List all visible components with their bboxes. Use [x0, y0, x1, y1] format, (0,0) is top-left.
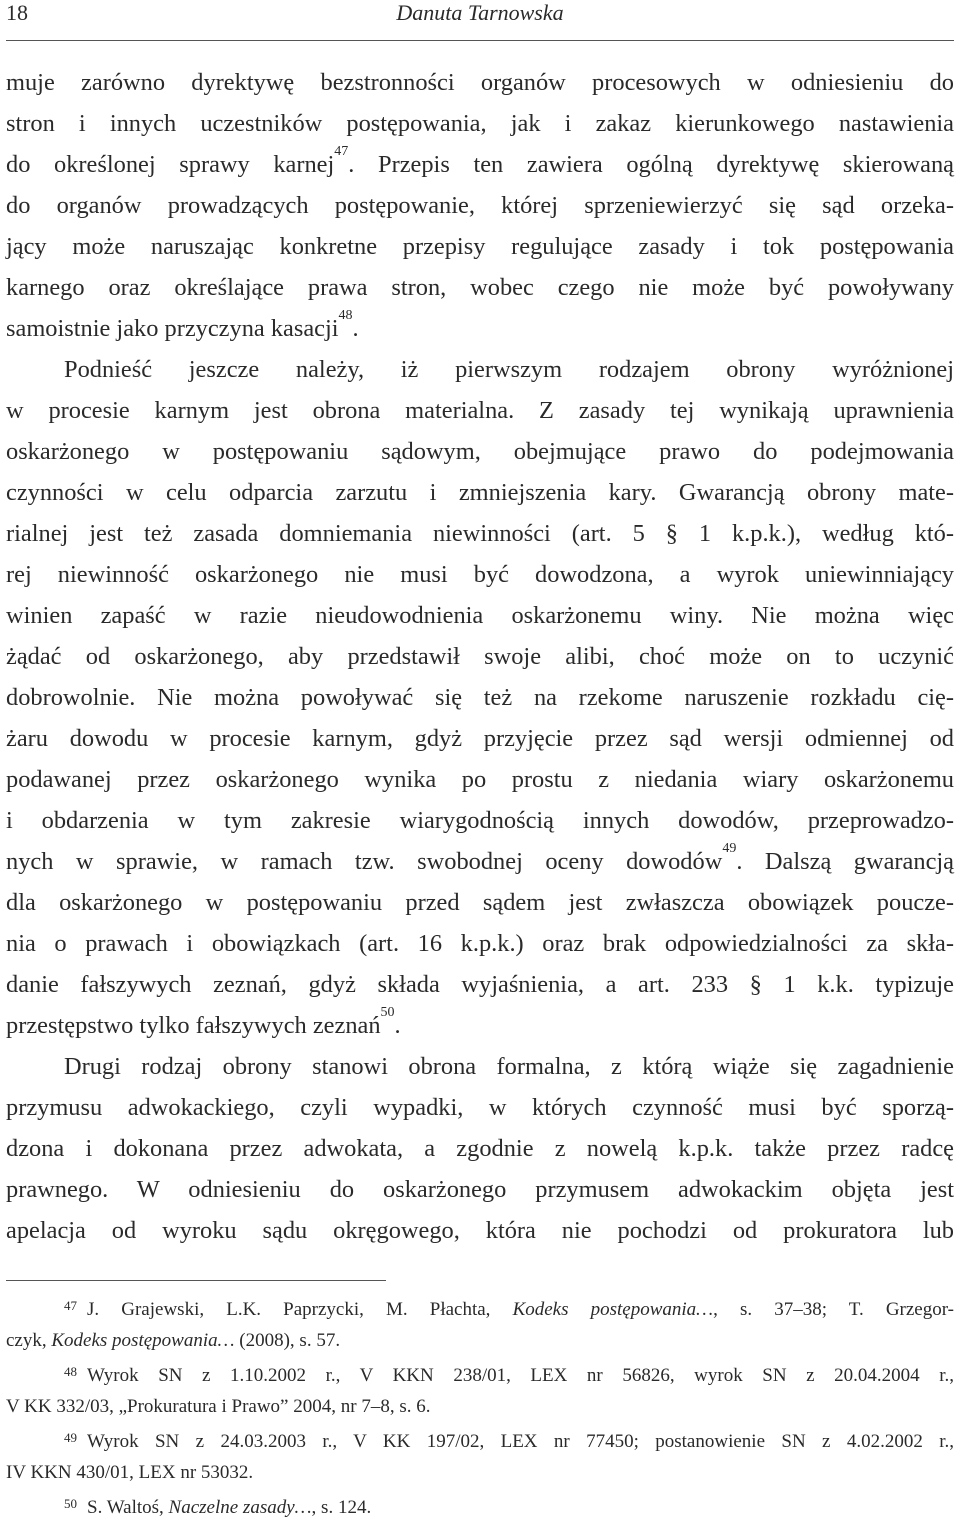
footnote-line: czyk, Kodeks postępowania… (2008), s. 57. — [6, 1330, 341, 1351]
text-line: przestępstwo tylko fałszywych zeznań$^{50}$. — [6, 1005, 401, 1039]
page-header — [6, 0, 954, 44]
text-line: Podnieść jeszcze należy, iż pierwszym rodzajem obrony wyróżnionej — [64, 356, 954, 383]
text-line: w procesie karnym jest obrona materialna. Z zasady tej wynikają uprawnienia — [6, 397, 954, 424]
text-line: winien zapaść w razie nieudowodnienia oskarżonemu winy. Nie można więc — [6, 602, 954, 629]
text-line: apelacja od wyroku sądu okręgowego, która nie pochodzi od prokuratora lub — [6, 1217, 954, 1244]
text-line: danie fałszywych zeznań, gdyż składa wyjaśnienia, a art. 233 § 1 k.k. typizuje — [6, 971, 954, 998]
main-text — [6, 62, 954, 1251]
footnote-number: 47 — [64, 1298, 77, 1313]
text-line: stron i innych uczestników postępowania, jak i zakaz kierunkowego nastawienia — [6, 110, 954, 137]
footnote-ref-47[interactable]: 47 — [334, 144, 349, 159]
text-line: oskarżonego w postępowaniu sądowym, obejmujące prawo do podejmowania — [6, 438, 954, 465]
footnote-ref-49[interactable]: 49 — [722, 841, 737, 856]
text-line: jący może naruszając konkretne przepisy regulujące zasady i tok postępowania — [6, 233, 954, 260]
text-line: dobrowolnie. Nie można powoływać się też na rzekome naruszenie rozkładu cię- — [6, 684, 954, 711]
footnote-line: IV KKN 430/01, LEX nr 53032. — [6, 1462, 254, 1483]
text-line: Drugi rodzaj obrony stanowi obrona formalna, z którą wiąże się zagadnienie — [64, 1053, 954, 1080]
text-line: do określonej sprawy karnej$^{47}$. Przepis ten zawiera ogólną dyrektywę skierowaną — [6, 144, 954, 178]
text-line: prawnego. W odniesieniu do oskarżonego przymusem adwokackim objęta jest — [6, 1176, 954, 1203]
text-line: dzona i dokonana przez adwokata, a zgodnie z nowelą k.p.k. także przez radcę — [6, 1135, 954, 1162]
text-line: przymusu adwokackiego, czyli wypadki, w których czynność musi być sporzą- — [6, 1094, 954, 1121]
footnote-line: $^{48}$ Wyrok SN z 1.10.2002 r., V KKN 238/01, LEX nr 56826, wyrok SN z 20.04.2004 r., — [64, 1364, 954, 1386]
footnote-50 — [6, 1492, 954, 1523]
footnote-line: V KK 332/03, „Prokuratura i Prawo” 2004, nr 7–8, s. 6. — [6, 1396, 431, 1417]
text-line: i obdarzenia w tym zakresie wiarygodnością innych dowodów, przeprowadzo- — [6, 807, 954, 834]
text-line: rej niewinność oskarżonego nie musi być dowodzona, a wyrok uniewinniający — [6, 561, 954, 588]
text-line: dla oskarżonego w postępowaniu przed sądem jest zwłaszcza obowiązek poucze- — [6, 889, 954, 916]
footnote-rule — [6, 1280, 386, 1281]
text-line: rialnej jest też zasada domniemania niewinności (art. 5 § 1 k.p.k.), według któ- — [6, 520, 954, 547]
header-rule — [6, 40, 954, 41]
footnote-47 — [6, 1294, 954, 1356]
text-line: karnego oraz określające prawa stron, wobec czego nie może być powoływany — [6, 274, 954, 301]
text-line: muje zarówno dyrektywę bezstronności organów procesowych w odniesieniu do — [6, 69, 954, 96]
text-line: do organów prowadzących postępowanie, której sprzeniewierzyć się sąd orzeka- — [6, 192, 954, 219]
footnote-number: 49 — [64, 1430, 77, 1445]
text-line: czynności w celu odparcia zarzutu i zmniejszenia kary. Gwarancją obrony mate- — [6, 479, 954, 506]
footnote-number: 50 — [64, 1496, 77, 1511]
page-number: 18 — [6, 0, 28, 25]
text-line: nych w sprawie, w ramach tzw. swobodnej oceny dowodów$^{49}$. Dalszą gwarancją — [6, 841, 954, 875]
text-line: nia o prawach i obowiązkach (art. 16 k.p.k.) oraz brak odpowiedzialności za skła- — [6, 930, 954, 957]
footnotes — [6, 1294, 954, 1527]
footnote-number: 48 — [64, 1364, 77, 1379]
footnote-48 — [6, 1360, 954, 1422]
text-line: samoistnie jako przyczyna kasacji$^{48}$. — [6, 308, 359, 342]
text-line: żądać od oskarżonego, aby przedstawił swoje alibi, choć może on to uczynić — [6, 643, 954, 670]
footnote-ref-48[interactable]: 48 — [338, 308, 353, 323]
running-title: Danuta Tarnowska — [396, 0, 564, 25]
footnote-49 — [6, 1426, 954, 1488]
footnote-line: $^{50}$ S. Waltoś, Naczelne zasady…, s. 124. — [64, 1496, 372, 1518]
footnote-line: $^{47}$ J. Grajewski, L.K. Paprzycki, M. Płachta, Kodeks postępowania…, s. 37–38; T. Grzegor- — [64, 1298, 955, 1320]
text-line: podawanej przez oskarżonego wynika po prostu z niedania wiary oskarżonemu — [6, 766, 954, 793]
footnote-line: $^{49}$ Wyrok SN z 24.03.2003 r., V KK 197/02, LEX nr 77450; postanowienie SN z 4.02.2002 r., — [64, 1430, 954, 1452]
text-line: żaru dowodu w procesie karnym, gdyż przyjęcie przez sąd wersji odmiennej od — [6, 725, 954, 752]
footnote-ref-50[interactable]: 50 — [380, 1005, 395, 1020]
